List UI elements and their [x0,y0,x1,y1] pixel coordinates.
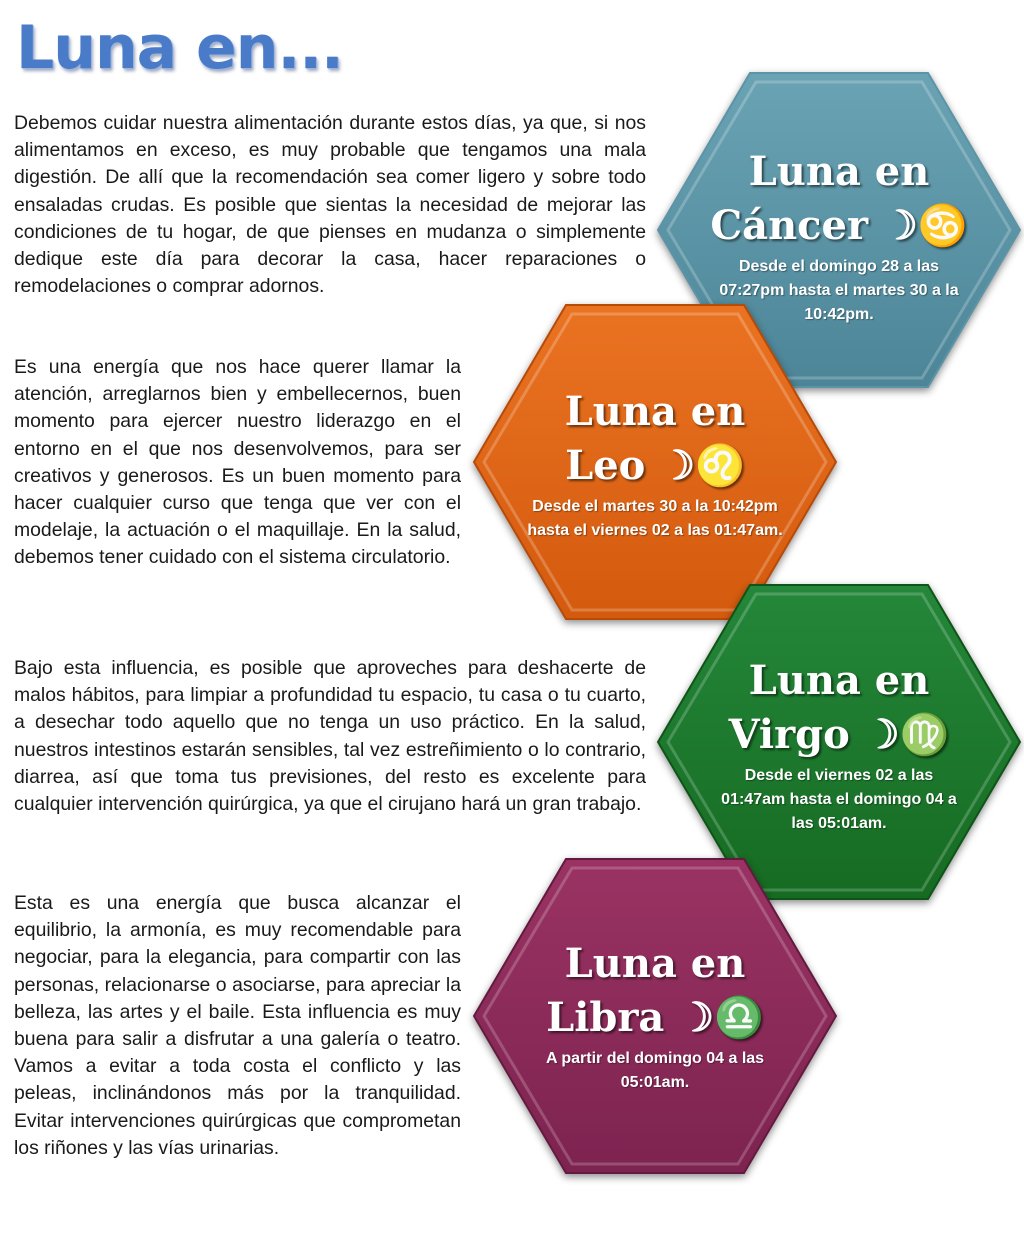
cancer-heading-line2: Cáncer ☽♋ [710,202,968,249]
libra-heading-line2: Libra ☽♎ [546,994,764,1041]
virgo-hexagon [656,582,1022,902]
virgo-heading-line2: Virgo ☽♍ [728,711,950,758]
libra-heading-line1: Luna en [564,940,746,987]
virgo-dates: Desde el viernes 02 a las 01:47am hasta el domingo 04 a las 05:01am. [721,767,957,832]
cancer-description: Debemos cuidar nuestra alimentación durante estos días, ya que, si nos alimentamos en exceso, es muy probable que tengamos una mala digestión. De allí que la recomendación sea comer ligero y sobre todo ensaladas crudas. Es posible que sientas la necesidad de mejorar las condiciones de tu hogar, de que pienses en mudanza o simplemente dedique este día para decorar la casa, hacer reparaciones o remodelaciones o comprar adornos. [14,112,646,298]
libra-hexagon-content [527,856,783,1176]
leo-hexagon [472,302,838,622]
virgo-hexagon-content [711,582,967,902]
leo-heading-line2: Leo ☽♌ [565,442,745,489]
virgo-description: Bajo esta influencia, es posible que aproveches para deshacerte de malos hábitos, para limpiar a profundidad tu espacio, tu casa o tu cuarto, a desechar todo aquello que no tenga un uso práctico. En la salud, nuestros intestinos estarán sensibles, tal vez estreñimiento o lo contrario, diarrea, así que toma tus previsiones, del resto es excelente para cualquier intervención quirúrgica, ya que el cirujano hará un gran trabajo. [14,657,646,816]
leo-description: Es una energía que nos hace querer llamar la atención, arreglarnos bien y embellecernos, buen momento para ejercer nuestro liderazgo en el entorno en el que nos desenvolvemos, para ser creativos y generosos. Es un buen momento para hacer cualquier curso que tenga que ver con el modelaje, la actuación o el maquillaje. En la salud, debemos tener cuidado con el sistema circulatorio. [14,356,461,569]
page-title: Luna en... [16,13,343,83]
libra-hexagon [472,856,838,1176]
leo-dates: Desde el martes 30 a la 10:42pm hasta el viernes 02 a las 01:47am. [527,498,783,539]
leo-heading-line1: Luna en [564,388,746,435]
libra-description: Esta es una energía que busca alcanzar el equilibrio, la armonía, es muy recomendable para negociar, para la elegancia, para compartir con las personas, relacionarse o asociarse, para apreciar la belleza, las artes y el baile. Esta influencia es muy buena para salir a disfrutar a una galería o teatro. Vamos a evitar a toda costa el conflicto y las peleas, inclinándonos más por la tranquilidad. Evitar intervenciones quirúrgicas que comprometan los riñones y las vías urinarias. [14,892,461,1159]
virgo-heading-line1: Luna en [748,657,930,704]
cancer-heading-line1: Luna en [748,148,930,195]
libra-dates: A partir del domingo 04 a las 05:01am. [545,1050,765,1091]
leo-hexagon-content [527,302,783,622]
cancer-dates: Desde el domingo 28 a las 07:27pm hasta el martes 30 a la 10:42pm. [719,258,959,323]
